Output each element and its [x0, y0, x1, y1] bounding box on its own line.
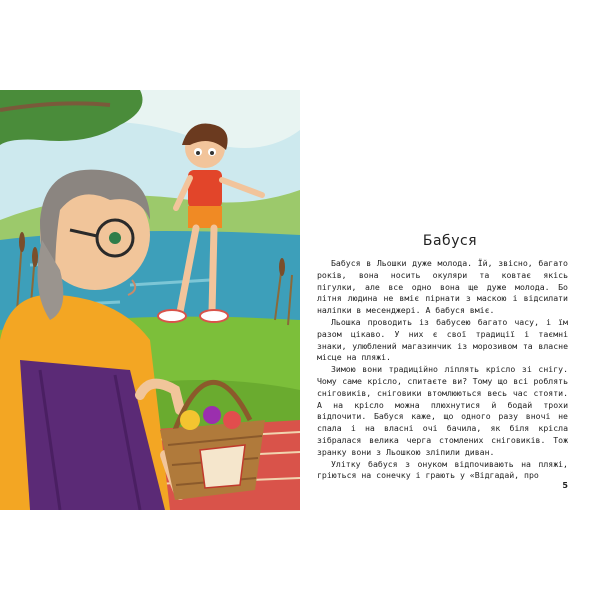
illustration-grandma-and-boy [0, 90, 300, 510]
illustration-art [0, 90, 300, 510]
paragraph: Зимою вони традиційно ліплять крісло зі снігу. Чому саме крісло, спитаєте ви? Тому що всі роблять сніговиків, сніговики втомлюються весь час стояти. А на крісло можна плюхнутися й бодай трохи відпочити. Бабуся каже, що одного разу вночі не спала і на власні очі бачила, як біля крісла зібралася велика черга стомлених сніговиків. Тож зранку вони з Льошкою зліпили диван. [317, 364, 568, 457]
paragraph: Бабуся в Льошки дуже молода. Їй, звісно, багато років, вона носить окуляри та ковтає якісь пігулки, але все одно вона ще дуже молода. Бо літня людина не вміє пірнати з маскою і відсилати наліпки в месенджері. А бабуся вміє. [317, 258, 568, 316]
chapter-title: Бабуся [422, 233, 478, 249]
paragraph: Улітку бабуся з онуком відпочивають на пляжі, гріються на сонечку і грають у «Відгадай, про [317, 458, 568, 481]
book-spread [0, 90, 600, 510]
page-number: 5 [562, 481, 568, 490]
paragraph: Льошка проводить із бабусею багато часу, і їм разом цікаво. У них є свої традиції і таємні знаки, улюблений магазинчик із морозивом та власне місце на пляжі. [317, 316, 568, 363]
text-page [300, 90, 600, 510]
story-body [317, 258, 568, 482]
